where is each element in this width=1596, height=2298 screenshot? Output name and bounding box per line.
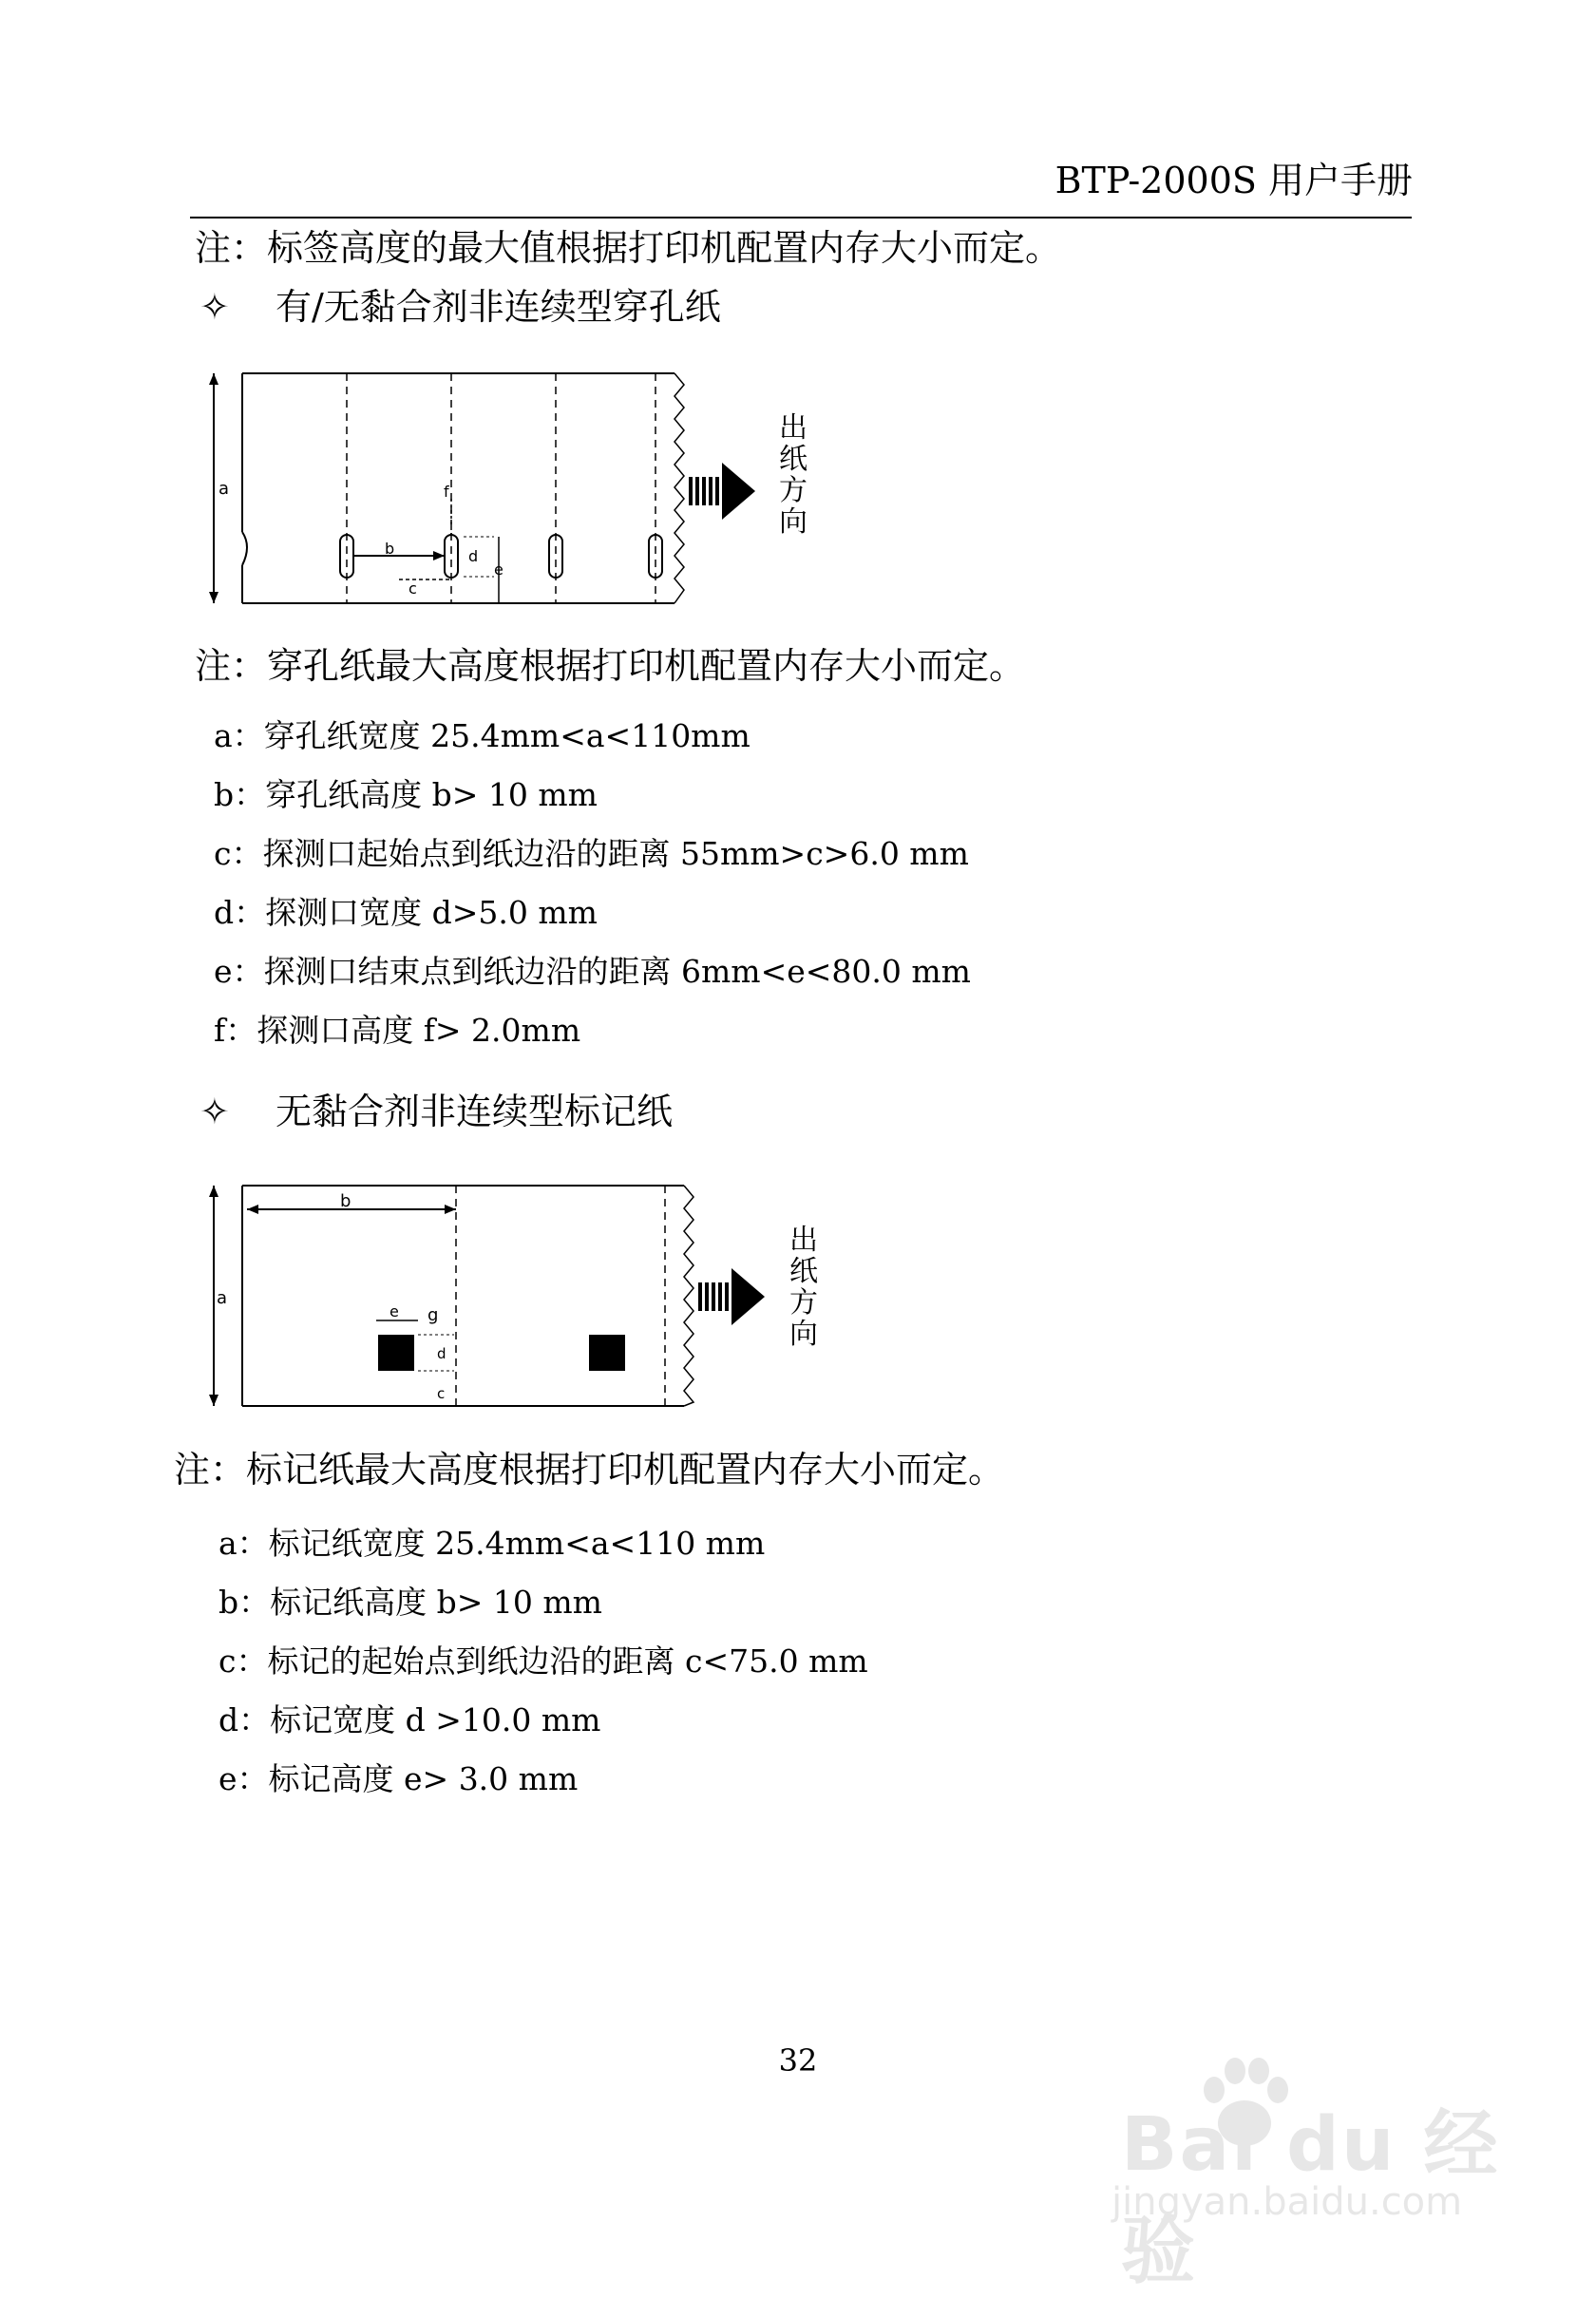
page-number: 32 — [778, 2042, 818, 2079]
direction-char-3: 方 — [779, 474, 808, 507]
mark-dim-label-d: d — [437, 1345, 446, 1362]
mark-spec-b: b：标记纸高度 b> 10 mm — [218, 1584, 602, 1621]
note-perforated: 注：穿孔纸最大高度根据打印机配置内存大小而定。 — [195, 645, 1026, 687]
mark-direction-char-3: 方 — [789, 1286, 818, 1320]
mark-spec-a: a：标记纸宽度 25.4mm<a<110 mm — [218, 1525, 766, 1562]
note-mark-paper: 注：标记纸最大高度根据打印机配置内存大小而定。 — [174, 1449, 1005, 1491]
section1-heading — [200, 285, 721, 329]
perforated-spec-c: c：探测口起始点到纸边沿的距离 55mm>c>6.0 mm — [214, 835, 969, 872]
header-rule — [190, 217, 1412, 218]
mark-dim-label-c: c — [437, 1385, 446, 1402]
mark-direction-char-1: 出 — [789, 1224, 818, 1257]
dim-label-b: b — [385, 540, 395, 558]
baidu-watermark — [1016, 2047, 1510, 2294]
direction-char-4: 向 — [779, 505, 808, 539]
header-title: BTP-2000S 用户手册 — [1054, 160, 1413, 201]
watermark-main-text: Bai du 经验 — [1121, 2102, 1500, 2294]
section2-heading — [200, 1090, 673, 1133]
watermark-sub-text: jingyan.baidu.com — [1112, 2180, 1463, 2224]
section1-heading-text: 有/无黏合剂非连续型穿孔纸 — [276, 286, 721, 328]
mark-dim-label-e: e — [390, 1302, 399, 1320]
mark-paper-figure — [200, 1178, 855, 1415]
direction-char-2: 纸 — [779, 443, 808, 476]
dim-label-f: f — [444, 483, 449, 501]
mark-direction-char-4: 向 — [789, 1318, 818, 1351]
perforated-spec-a: a：穿孔纸宽度 25.4mm<a<110mm — [214, 717, 750, 754]
mark-dim-label-b: b — [340, 1191, 352, 1211]
perforated-spec-b: b：穿孔纸高度 b> 10 mm — [214, 776, 598, 813]
diamond-bullet-icon: ✧ — [200, 1091, 230, 1132]
mark-dim-label-g: g — [428, 1305, 439, 1325]
mark-spec-d: d：标记宽度 d >10.0 mm — [218, 1701, 601, 1738]
perforated-spec-e: e：探测口结束点到纸边沿的距离 6mm<e<80.0 mm — [214, 953, 971, 990]
perforated-spec-f: f：探测口高度 f> 2.0mm — [214, 1012, 581, 1049]
perforated-spec-d: d：探测口宽度 d>5.0 mm — [214, 894, 598, 931]
perforated-paper-figure — [200, 366, 846, 613]
dim-label-d: d — [468, 547, 479, 565]
dim-label-c: c — [408, 579, 417, 598]
diamond-bullet-icon: ✧ — [200, 286, 230, 328]
direction-char-1: 出 — [779, 411, 808, 445]
dim-label-e: e — [494, 560, 504, 579]
mark-spec-e: e：标记高度 e> 3.0 mm — [218, 1760, 579, 1797]
mark-direction-char-2: 纸 — [789, 1255, 818, 1288]
section2-heading-text: 无黏合剂非连续型标记纸 — [276, 1091, 674, 1132]
mark-spec-c: c：标记的起始点到纸边沿的距离 c<75.0 mm — [218, 1643, 868, 1680]
note-label-height: 注：标签高度的最大值根据打印机配置内存大小而定。 — [195, 227, 1062, 269]
mark-dim-label-a: a — [217, 1288, 228, 1308]
dim-label-a: a — [218, 479, 230, 499]
